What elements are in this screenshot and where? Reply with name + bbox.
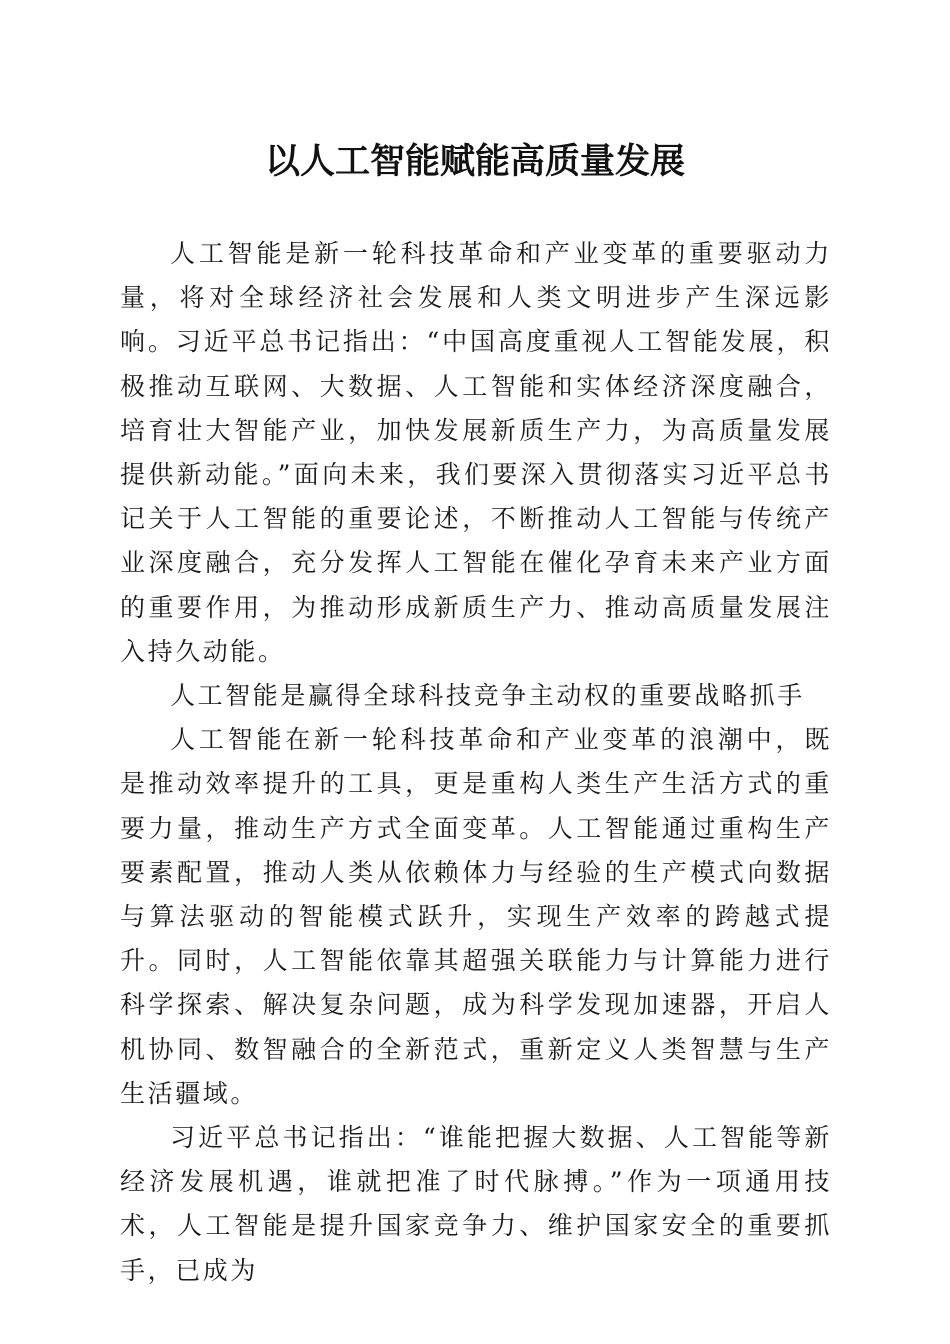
article-body <box>120 232 832 1293</box>
page-title: 以人工智能赋能高质量发展 <box>264 141 685 182</box>
paragraph-section-2: 习近平总书记指出：“谁能把握大数据、人工智能等新经济发展机遇，谁就把准了时代脉搏。”作为一项通用技术，人工智能是提升国家竞争力、维护国家安全的重要抓手，已成为 <box>120 1123 832 1285</box>
section-heading: 人工智能是赢得全球科技竞争主动权的重要战略抓手 <box>170 681 805 711</box>
paragraph-intro: 人工智能是新一轮科技革命和产业变革的重要驱动力量，将对全球经济社会发展和人类文明进步产生深远影响。习近平总书记指出：“中国高度重视人工智能发展，积极推动互联网、大数据、人工智能和实体经济深度融合，培育壮大智能产业，加快发展新质生产力，为高质量发展提供新动能。”面向未来，我们要深入贯彻落实习近平总书记关于人工智能的重要论述，不断推动人工智能与传统产业深度融合，充分发挥人工智能在催化孕育未来产业方面的重要作用，为推动形成新质生产力、推动高质量发展注入持久动能。 <box>120 239 832 666</box>
paragraph-section-1: 人工智能在新一轮科技革命和产业变革的浪潮中，既是推动效率提升的工具，更是重构人类生产生活方式的重要力量，推动生产方式全面变革。人工智能通过重构生产要素配置，推动人类从依赖体力与经验的生产模式向数据与算法驱动的智能模式跃升，实现生产效率的跨越式提升。同时，人工智能依靠其超强关联能力与计算能力进行科学探索、解决复杂问题，成为科学发现加速器，开启人机协同、数智融合的全新范式，重新定义人类智慧与生产生活疆域。 <box>120 725 832 1108</box>
